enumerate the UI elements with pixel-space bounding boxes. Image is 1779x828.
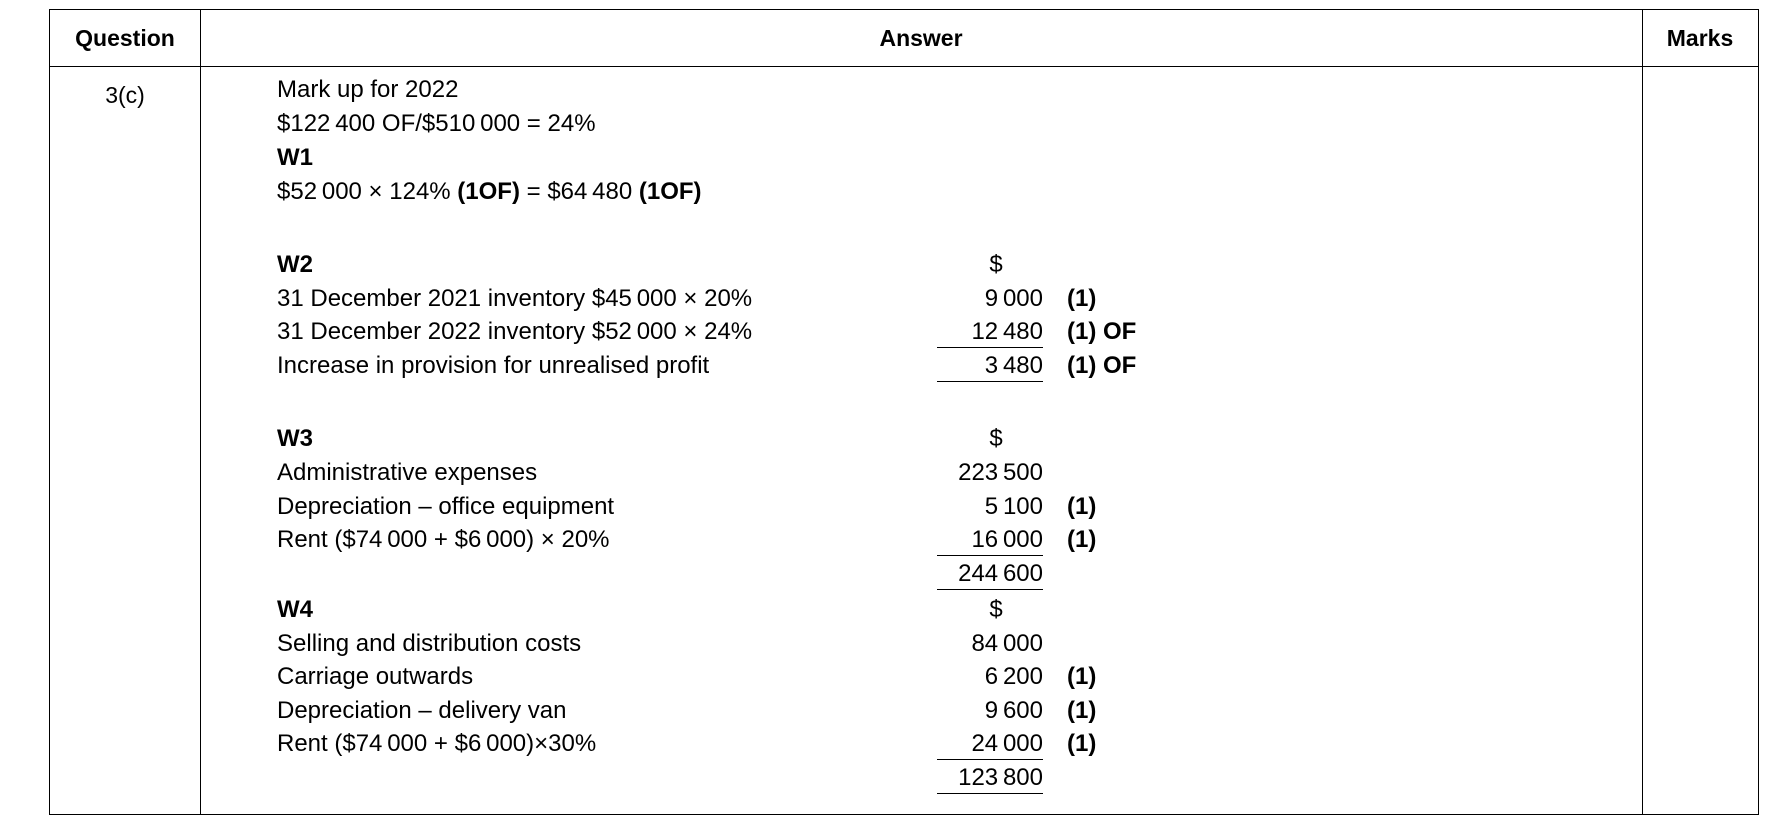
w4-line-mark: (1) xyxy=(1067,697,1097,724)
w2-line-label: 31 December 2021 inventory $45 000 × 20% xyxy=(277,285,753,312)
w1-part2: = $64 480 xyxy=(519,178,639,205)
w3-line-label: Depreciation – office equipment xyxy=(277,493,615,520)
w2-line-amount: 9 000 xyxy=(984,285,1043,312)
header-divider xyxy=(50,66,1758,67)
w3-line-mark: (1) xyxy=(1067,526,1097,553)
w4-total: 123 800 xyxy=(937,762,1043,794)
w2-line-mark: (1) OF xyxy=(1067,352,1137,379)
question-number: 3(c) xyxy=(105,82,145,108)
w4-line-label: Rent ($74 000 + $6 000)×30% xyxy=(277,730,597,757)
w2-line-label: 31 December 2022 inventory $52 000 × 24% xyxy=(277,318,753,345)
w4-line-mark: (1) xyxy=(1067,730,1097,757)
w3-line-mark: (1) xyxy=(1067,493,1097,520)
mark-scheme-table xyxy=(49,9,1759,815)
w2-currency: $ xyxy=(989,251,1003,278)
w3-total: 244 600 xyxy=(937,558,1043,590)
marks-cell xyxy=(1642,70,1758,100)
w4-line-label: Depreciation – delivery van xyxy=(277,697,567,724)
w1-mark2: (1OF) xyxy=(638,178,702,205)
w3-line-amount: 223 500 xyxy=(958,459,1043,486)
w4-line-label: Selling and distribution costs xyxy=(277,630,582,657)
header-marks: Marks xyxy=(1666,25,1734,51)
header-question: Question xyxy=(75,25,175,51)
w4-line-amount: 9 600 xyxy=(984,697,1043,724)
header-answer: Answer xyxy=(879,25,963,51)
w3-line-amount: 16 000 xyxy=(937,524,1043,556)
w4-line-mark: (1) xyxy=(1067,663,1097,690)
w2-line-label: Increase in provision for unrealised profit xyxy=(277,352,710,379)
w1-mark1: (1OF) xyxy=(457,178,520,205)
w1-title: W1 xyxy=(277,144,313,171)
w4-line-amount: 6 200 xyxy=(984,663,1043,690)
w4-line-amount: 24 000 xyxy=(937,728,1043,760)
w2-line-mark: (1) xyxy=(1067,285,1097,312)
w1-part1: $52 000 × 124% xyxy=(277,178,458,205)
column-divider-marks xyxy=(1642,10,1643,814)
w3-currency: $ xyxy=(989,425,1003,452)
w2-line-amount: 3 480 xyxy=(937,350,1043,382)
w3-line-label: Rent ($74 000 + $6 000) × 20% xyxy=(277,526,610,553)
w4-currency: $ xyxy=(989,596,1003,623)
w3-line-amount: 5 100 xyxy=(984,493,1043,520)
w2-line-mark: (1) OF xyxy=(1067,318,1137,345)
w4-line-label: Carriage outwards xyxy=(277,663,474,690)
markup-heading: Mark up for 2022 xyxy=(277,76,459,103)
w1-calculation xyxy=(277,176,702,208)
w3-title: W3 xyxy=(277,425,313,452)
w4-title: W4 xyxy=(277,596,313,623)
w2-line-amount: 12 480 xyxy=(937,316,1043,348)
markup-calculation: $122 400 OF/$510 000 = 24% xyxy=(277,110,596,137)
column-divider-question xyxy=(200,10,201,814)
w3-line-label: Administrative expenses xyxy=(277,459,538,486)
w2-title: W2 xyxy=(277,251,313,278)
w4-line-amount: 84 000 xyxy=(971,630,1043,657)
